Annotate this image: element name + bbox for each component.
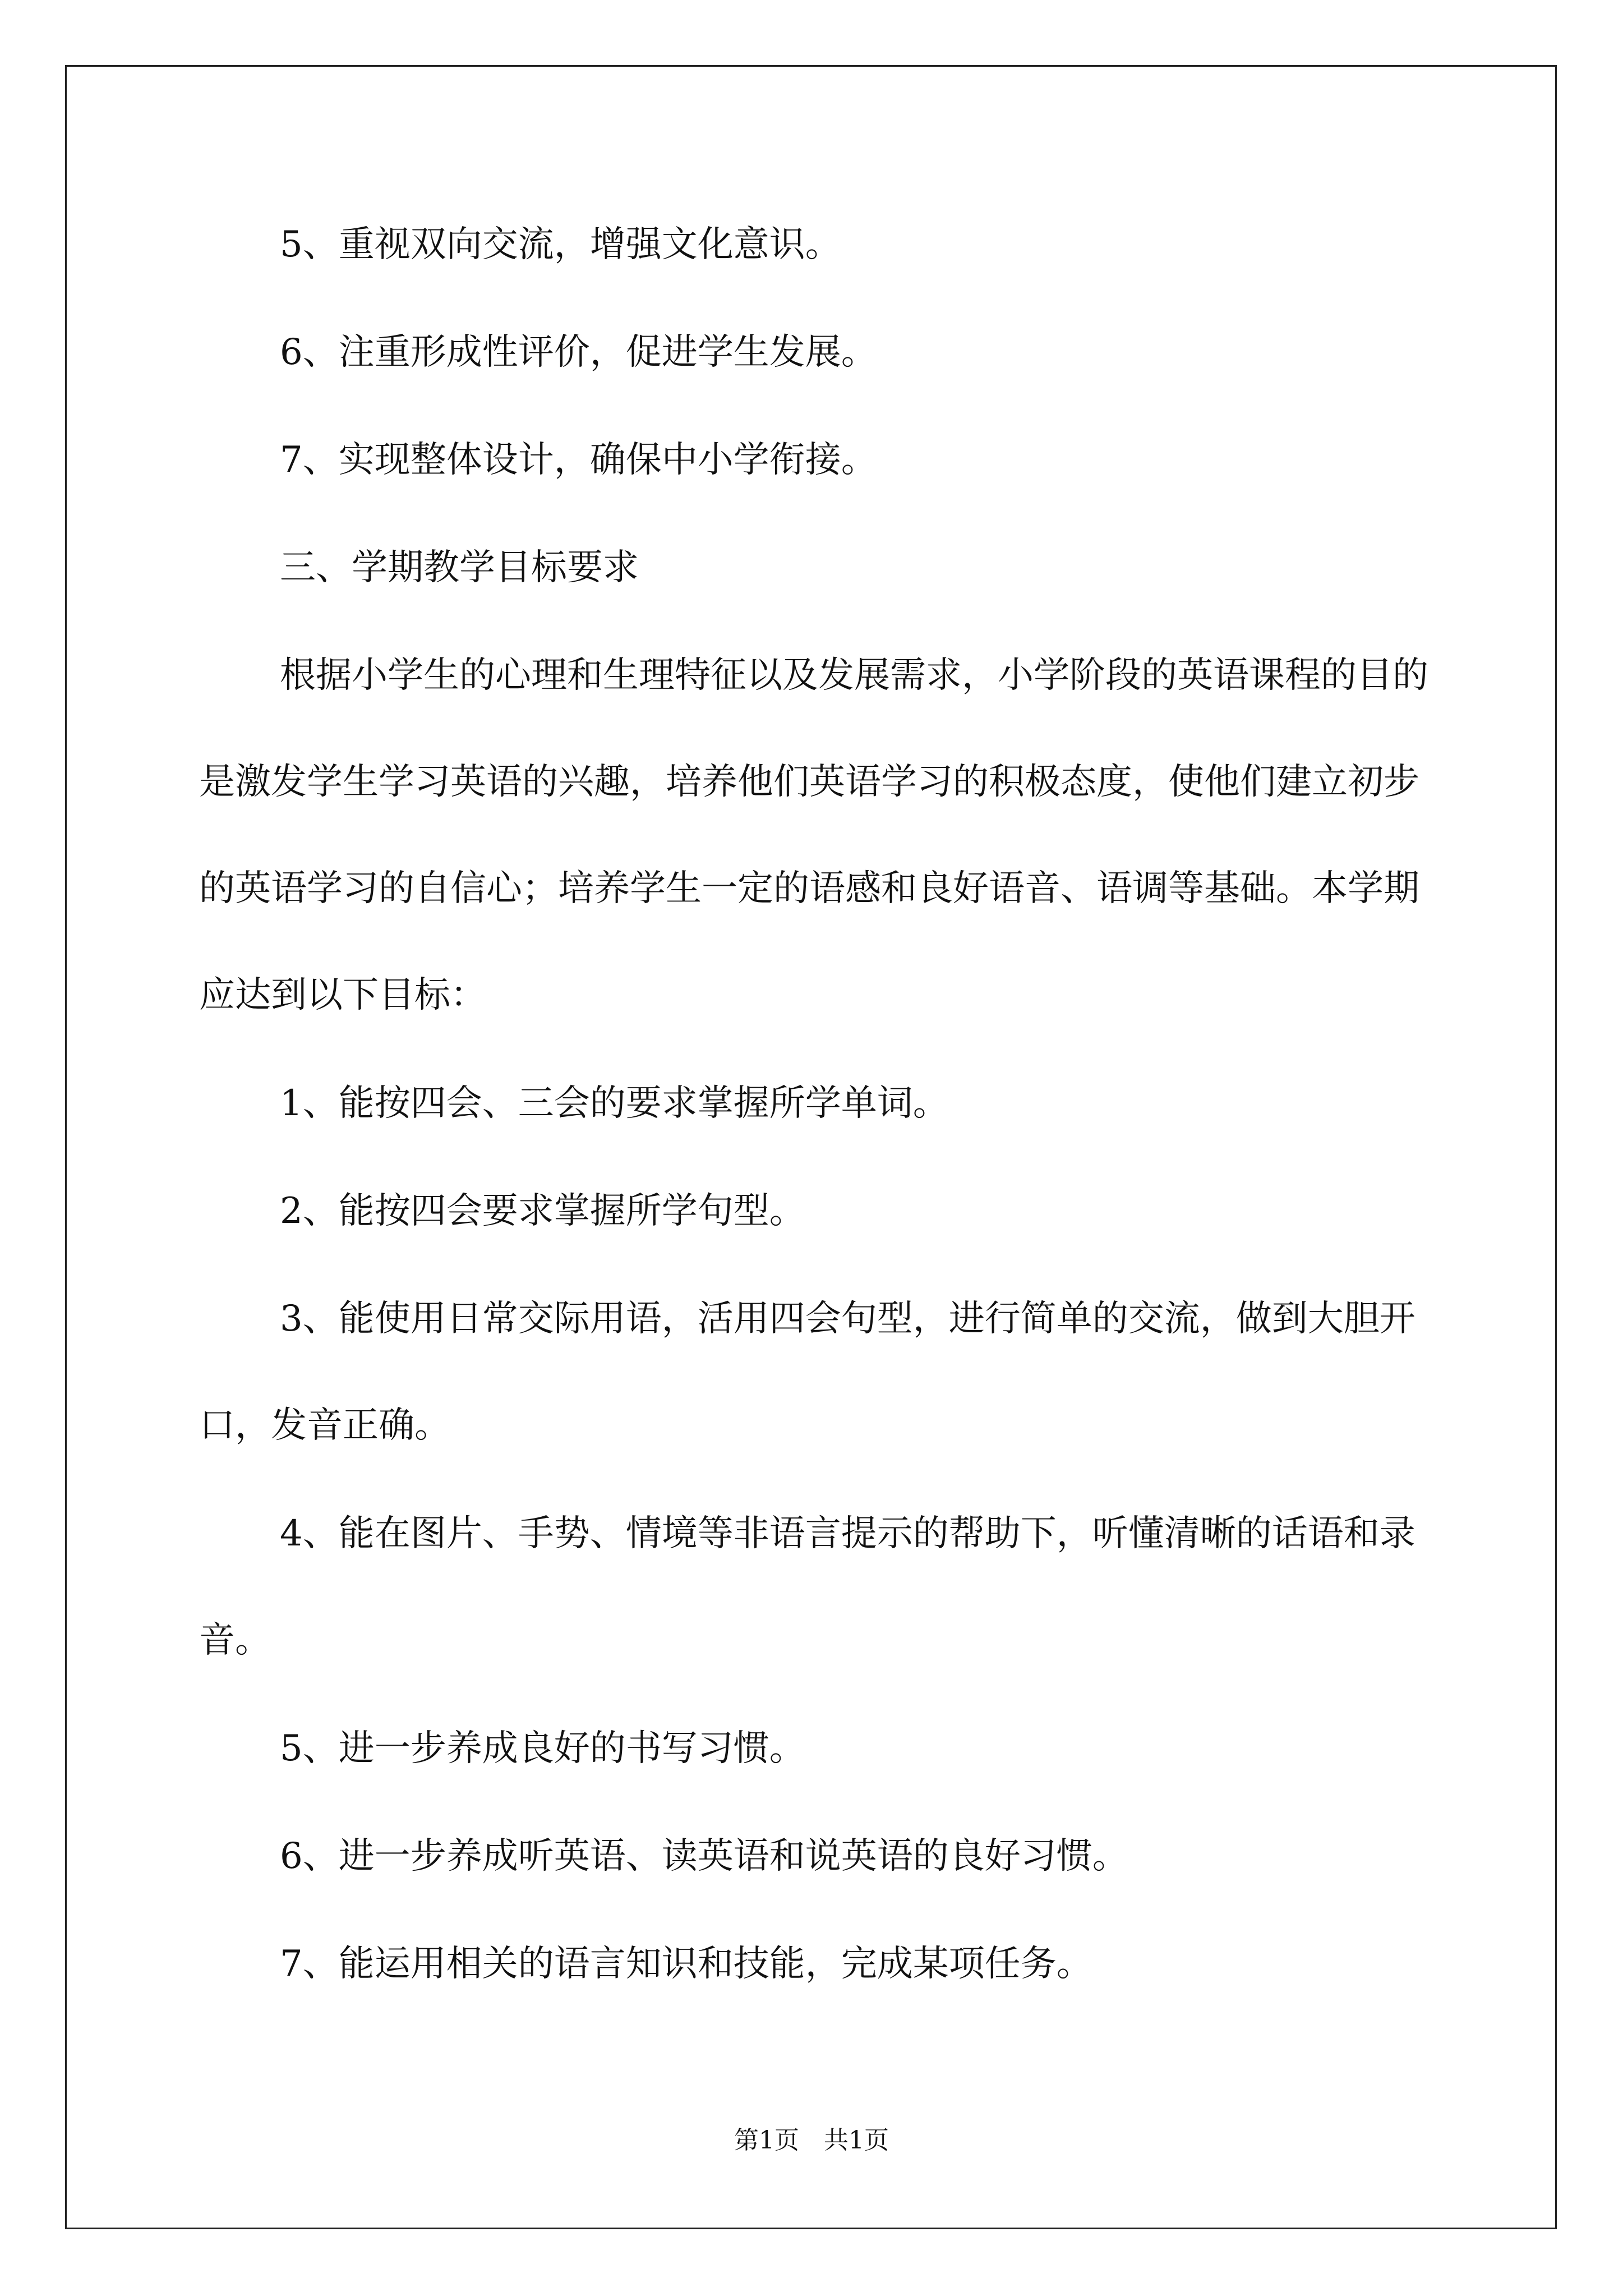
goal-item-4: 4、能在图片、手势、情境等非语言提示的帮助下，听懂清晰的话语和录音。 (199, 1513, 1415, 1661)
goal-item-2: 2、能按四会要求掌握所学句型。 (280, 1190, 805, 1232)
paragraph-item-7: 7、实现整体设计，确保中小学衔接。 (280, 439, 877, 481)
paragraph-item-6: 6、注重形成性评价，促进学生发展。 (280, 332, 877, 373)
document-body (199, 218, 1450, 2045)
goal-item-7: 7、能运用相关的语言知识和技能，完成某项任务。 (280, 1943, 1092, 1985)
goal-item-1: 1、能按四会、三会的要求掌握所学单词。 (280, 1083, 949, 1124)
goal-item-3: 3、能使用日常交际用语，活用四会句型，进行简单的交流，做到大胆开口，发音正确。 (199, 1298, 1415, 1446)
goal-item-6: 6、进一步养成听英语、读英语和说英语的良好习惯。 (280, 1835, 1128, 1877)
intro-paragraph: 根据小学生的心理和生理特征以及发展需求，小学阶段的英语课程的目的是激发学生学习英语的兴趣，培养他们英语学习的积极态度，使他们建立初步的英语学习的自信心；培养学生一定的语感和良好语音、语调等基础。本学期应达到以下目标： (199, 655, 1428, 1016)
section-heading: 三、学期教学目标要求 (280, 547, 639, 588)
paragraph-item-5: 5、重视双向交流，增强文化意识。 (280, 224, 841, 265)
goal-item-5: 5、进一步养成良好的书写习惯。 (280, 1728, 805, 1769)
page-number-footer: 第1页 共1页 (734, 2126, 889, 2155)
